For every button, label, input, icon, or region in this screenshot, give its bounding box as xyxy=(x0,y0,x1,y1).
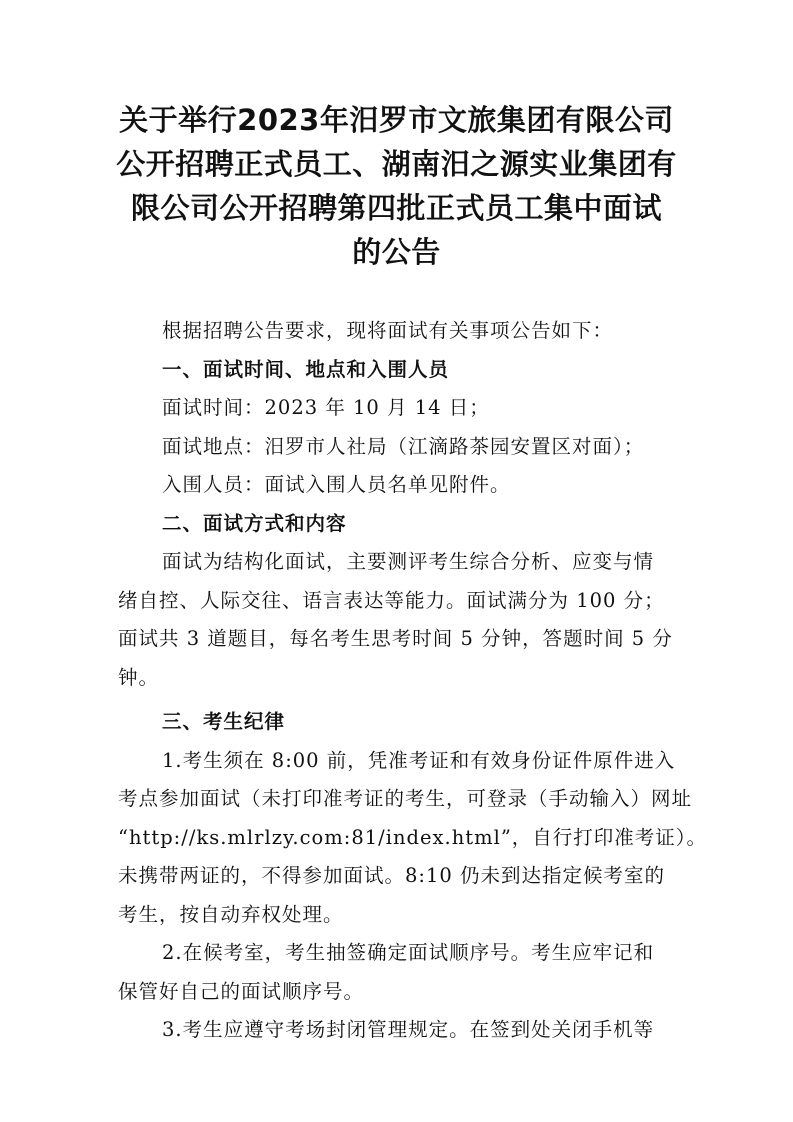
rule-1-line: 考点参加面试（未打印准考证的考生，可登录（手动输入）网址 xyxy=(118,787,693,810)
title-line-2: 公开招聘正式员工、湖南汨之源实业集团有 xyxy=(116,147,677,181)
rule-1-line: 1.考生须在 8:00 前，凭准考证和有效身份证件原件进入 xyxy=(162,748,676,772)
title-line-3: 限公司公开招聘第四批正式员工集中面试 xyxy=(130,191,662,225)
section-1-heading: 一、面试时间、地点和入围人员 xyxy=(162,357,450,381)
interview-candidates: 入围人员：面试入围人员名单见附件。 xyxy=(162,473,511,496)
section-2-line: 面试为结构化面试，主要测评考生综合分析、应变与情 xyxy=(162,550,655,573)
rule-1-line: “http://ks.mlrlzy.com:81/index.html”，自行打印准考证）。 xyxy=(118,825,708,849)
section-2-line: 面试共 3 道题目，每名考生思考时间 5 分钟，答题时间 5 分 xyxy=(118,627,673,650)
title-line-4: 的公告 xyxy=(352,235,441,269)
rule-2-line: 2.在候考室，考生抽签确定面试顺序号。考生应牢记和 xyxy=(162,941,655,964)
interview-time: 面试时间：2023 年 10 月 14 日； xyxy=(162,396,490,419)
rule-3-line: 3.考生应遵守考场封闭管理规定。在签到处关闭手机等 xyxy=(162,1018,655,1041)
document-body xyxy=(118,312,708,1050)
section-2-heading: 二、面试方式和内容 xyxy=(162,511,347,535)
section-3-heading: 三、考生纪律 xyxy=(162,710,286,733)
rule-2-line: 保管好自己的面试顺序号。 xyxy=(118,979,365,1003)
title-line-1: 关于举行2023年汨罗市文旅集团有限公司 xyxy=(119,103,674,137)
intro-paragraph: 根据招聘公告要求，现将面试有关事项公告如下： xyxy=(162,319,614,342)
section-2-line: 钟。 xyxy=(118,665,160,689)
rule-1-line: 考生，按自动弃权处理。 xyxy=(118,902,344,926)
section-2-line: 绪自控、人际交往、语言表达等能力。面试满分为 100 分； xyxy=(118,588,665,612)
interview-place: 面试地点：汨罗市人社局（江滴路茶园安置区对面）； xyxy=(162,434,645,458)
document-title xyxy=(100,98,693,274)
rule-1-line: 未携带两证的，不得参加面试。8:10 仍未到达指定候考室的 xyxy=(118,864,665,887)
